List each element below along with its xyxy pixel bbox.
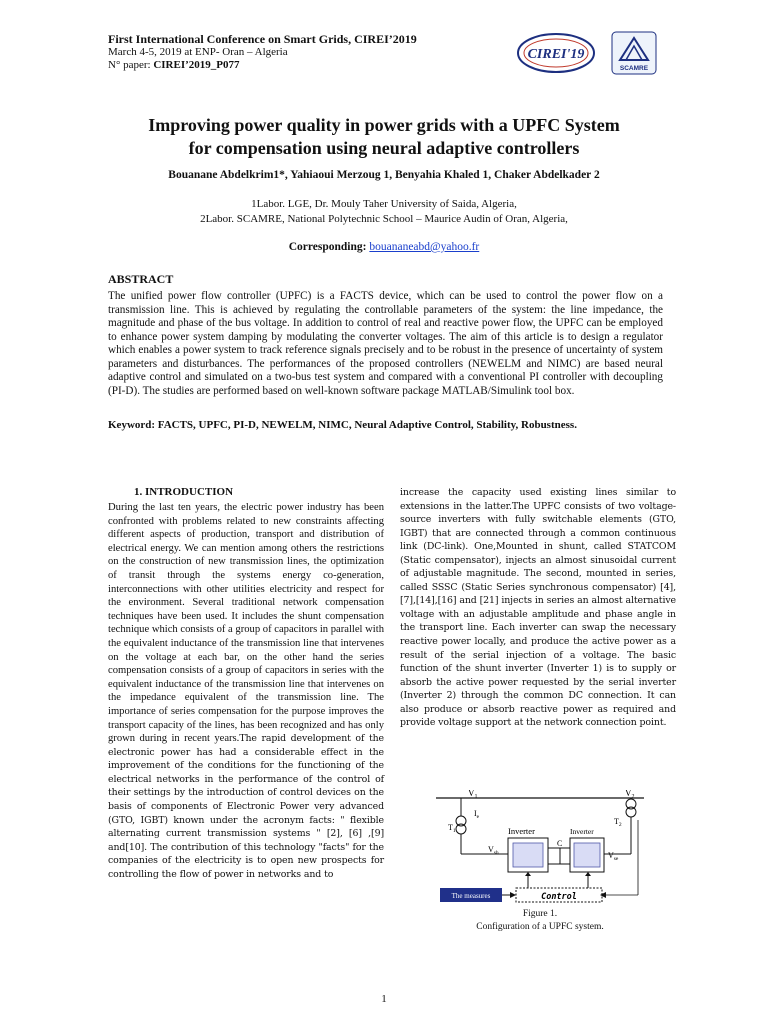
abstract-heading: ABSTRACT <box>108 272 174 286</box>
intro-column-left <box>108 501 384 882</box>
cirei-logo <box>516 32 596 74</box>
vse-label: $V_{se}$ <box>608 851 619 862</box>
capacitor-label: C <box>557 839 563 848</box>
conference-header <box>108 33 417 72</box>
upfc-diagram <box>428 790 652 906</box>
conference-date: March 4-5, 2019 at ENP- Oran – Algeria <box>108 46 288 58</box>
paper-title: Improving power quality in power grids with a UPFC System for compensation using neural adaptive controllers <box>148 115 620 158</box>
paper-number: N° paper: CIREI’2019_P077 <box>108 59 240 71</box>
affiliation-1: 1Labor. LGE, Dr. Mouly Taher University of Saida, Algeria, <box>251 198 517 210</box>
abstract-text: The unified power flow controller (UPFC) is a FACTS device, which can be used to control the power flow on a transmission line. This is achieved by regulating the controllable parameters of the system: the line impedance, the magnitude and phase of the bus voltage. In addition to control of real and reactive power flow, the UPFC can be employed to enhance power system damping by modulating the converter voltages. The aim of this article is to design a regulator which enables a power system to track reference signals precisely and to be robust in the presence of uncertainty of system parameters and disturbances. The performances of the proposed controllers (NEWELM and NIMC) are based neural adaptive control and simulated on a two-bus test system and compared with a conventional PI controller with decoupling (PI-D). The studies are performed based on well-known software package MATLAB/Simulink tool box. <box>108 290 663 397</box>
ie-label: $I_e$ <box>474 809 480 820</box>
affiliations <box>60 197 708 227</box>
scamre-logo-text: SCAMRE <box>619 65 649 72</box>
keywords: Keyword: FACTS, UPFC, PI-D, NEWELM, NIMC, Neural Adaptive Control, Stability, Robustness. <box>108 419 577 431</box>
arrow-up-icon <box>525 872 531 876</box>
authors: Bouanane Abdelkrim1*, Yahiaoui Merzoug 1, Benyahia Khaled 1, Chaker Abdelkader 2 <box>168 169 600 181</box>
arrow-right-icon <box>510 892 516 898</box>
corresponding-author: Corresponding: bouananeabd@yahoo.fr <box>288 241 480 253</box>
inverter-2-label: Inverter <box>570 827 594 836</box>
control-label: Control <box>541 892 577 902</box>
conference-name: First International Conference on Smart Grids, CIREI’2019 <box>108 32 417 46</box>
section-heading: 1. INTRODUCTION <box>134 486 234 498</box>
email-link[interactable]: bouananeabd@yahoo.fr <box>369 241 480 253</box>
intro-paragraph-1: During the last ten years, the electric power industry has been confronted with problems related to new constraints affecting different aspects of production, transport and distribution of electrical energy. We can mention among others the restrictions on the construction of new transmission lines, the optimization of transit through the systems energy co-generation, interconnections with other utilities electricity and respect for the environment. Several traditional network compensation techniques have been used. It includes the shunt compensation technique which consists of a group of capacitors in parallel with the equivalent inductance of the transmission line that intervenes on the voltage at each bar, on the other hand the series compensation consists of a group of capacitors in series with the equivalent inductance of the transmission line that intervenes on the impedance equivalent of the transmission line. The importance of series compensation for the purpose improves the transport capacity of the lines, has been recognized and has only grown during in recent years. <box>108 502 384 745</box>
v1-label: $V_1$ <box>468 790 478 800</box>
intro-column-right: increase the capacity used existing lines similar to extensions in the latter.The UPFC consists of two voltage-source inverters with fully switchable elements (GTO, IGBT) that are connected through a common continuous link (DC-link). One,Mounted in shunt, called STATCOM (Static compensator), injects an almost sinusoidal current of adjustable magnitude. The second, mounted in series, called SSSC (Static Series synchronous compensator) [4],[7],[14],[16] and [21] injects in series an almost alternative voltage with an adjustable amplitude and phase angle in the transport line. Each inverter can swap the necessary reactive power locally, and produce the active power as a result of the serial injection of a voltage. The basic function of the shunt inverter (Inverter 1) is to supply or absorb the active power requested by the serial inverter (Inverter 2) through the common DC connection. It can also produce or absorb reactive power as required and provide voltage support at the network connection point. <box>400 487 676 729</box>
t1-label: $T_1$ <box>448 823 456 834</box>
cirei-logo-text: CIREI'19 <box>527 47 585 62</box>
affiliation-2: 2Labor. SCAMRE, National Polytechnic School – Maurice Audin of Oran, Algeria, <box>200 213 568 225</box>
inverter-1-label: Inverter <box>508 826 535 836</box>
t2-label: $T_2$ <box>614 817 622 828</box>
figure-caption: Figure 1. Configuration of a UPFC system. <box>476 909 604 932</box>
vsh-label: $V_{sh}$ <box>488 845 499 856</box>
arrow-up-icon <box>585 872 591 876</box>
scamre-logo <box>610 30 658 76</box>
page-number: 1 <box>381 993 387 1005</box>
intro-paragraph-2: The rapid development of the electronic power has had a considerable effect in the improvement of the conditions for the functioning of the electrical networks in the performance of the control of their settings by the introduction of control devices on the basis of components of Electronic Power very advanced (GTO, IGBT) known under the acronym facts: " flexible alternating current transmission systems " [2], [6] ,[9] and[10]. The contribution of this technology "facts" for the companies of the electricity is to open new prospects for controlling the flow of power in networks and to <box>108 733 384 881</box>
measures-label: The measures <box>451 892 491 900</box>
v2-label: $V_2$ <box>625 790 635 800</box>
